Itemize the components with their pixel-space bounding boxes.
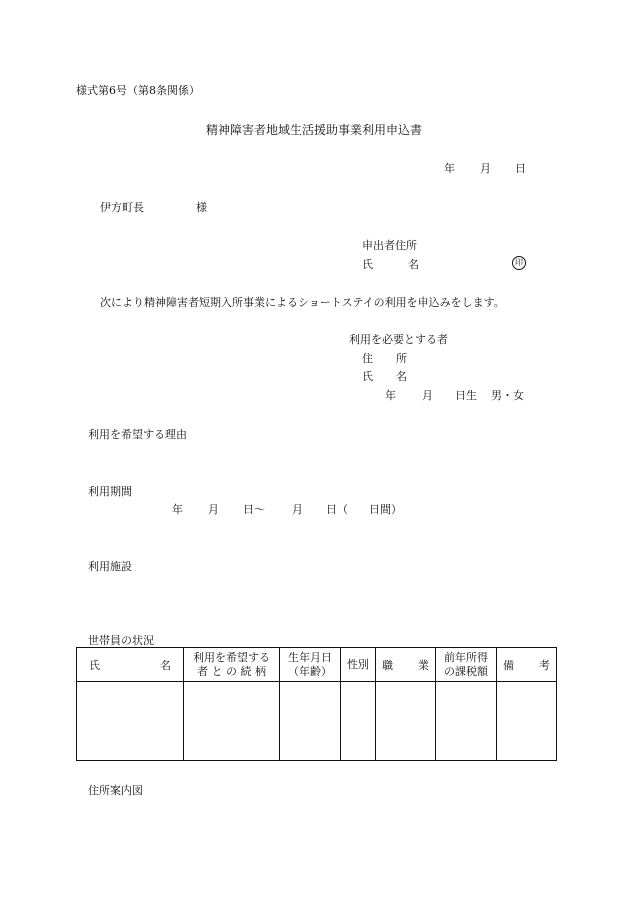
period-start-year: 年 [172, 503, 183, 516]
statement: 次により精神障害者短期入所事業によるショートステイの利用を申込みをします。 [100, 296, 505, 309]
addressee-name: 伊方町長 [100, 201, 144, 214]
household-table [76, 647, 557, 761]
cell-occupation[interactable] [376, 682, 436, 761]
header-notes: 備 考 [497, 648, 557, 682]
applicant-name-label-1: 氏 [362, 258, 373, 271]
reason-label: 利用を希望する理由 [88, 428, 187, 441]
cell-birthdate[interactable] [280, 682, 341, 761]
cell-name[interactable] [77, 682, 184, 761]
date-year: 年 [444, 162, 455, 175]
period-end-month: 月 [292, 503, 303, 516]
period-start-day: 日～ [243, 503, 265, 516]
form-number: 様式第6号（第8条関係） [76, 84, 200, 97]
user-name-label-1: 氏 [362, 370, 373, 383]
date-day: 日 [515, 162, 526, 175]
period-start-month: 月 [208, 503, 219, 516]
gender-choice: 男・女 [491, 389, 524, 402]
period-days: 日間） [369, 503, 402, 516]
header-birthdate: 生年月日 （年齢） [280, 648, 341, 682]
user-name-label-2: 名 [396, 370, 407, 383]
page-title: 精神障害者地域生活援助事業利用申込書 [206, 123, 423, 137]
table-row [77, 682, 557, 761]
cell-relation[interactable] [184, 682, 280, 761]
applicant-name-label-2: 名 [408, 258, 419, 271]
user-heading: 利用を必要とする者 [349, 333, 448, 346]
addressee-honorific: 様 [196, 201, 207, 214]
birth-day: 日生 [455, 389, 477, 402]
header-occupation: 職 業 [376, 648, 436, 682]
header-gender: 性別 [341, 648, 376, 682]
header-name: 氏 名 [77, 648, 184, 682]
table-header-row [77, 648, 557, 682]
birth-month: 月 [422, 389, 433, 402]
birth-year: 年 [385, 389, 396, 402]
header-relation: 利用を希望する 者 と の 続 柄 [184, 648, 280, 682]
user-address-label-2: 所 [396, 352, 407, 365]
cell-income[interactable] [436, 682, 497, 761]
user-address-label-1: 住 [362, 352, 373, 365]
header-income: 前年所得 の課税額 [436, 648, 497, 682]
household-label: 世帯員の状況 [88, 634, 154, 647]
cell-gender[interactable] [341, 682, 376, 761]
applicant-address-label: 申出者住所 [362, 239, 417, 252]
date-month: 月 [480, 162, 491, 175]
cell-notes[interactable] [497, 682, 557, 761]
period-label: 利用期間 [88, 485, 132, 498]
map-label: 住所案内図 [88, 784, 143, 797]
facility-label: 利用施設 [88, 560, 132, 573]
seal-mark: 印 [512, 256, 526, 270]
period-end-day: 日（ [326, 503, 348, 516]
